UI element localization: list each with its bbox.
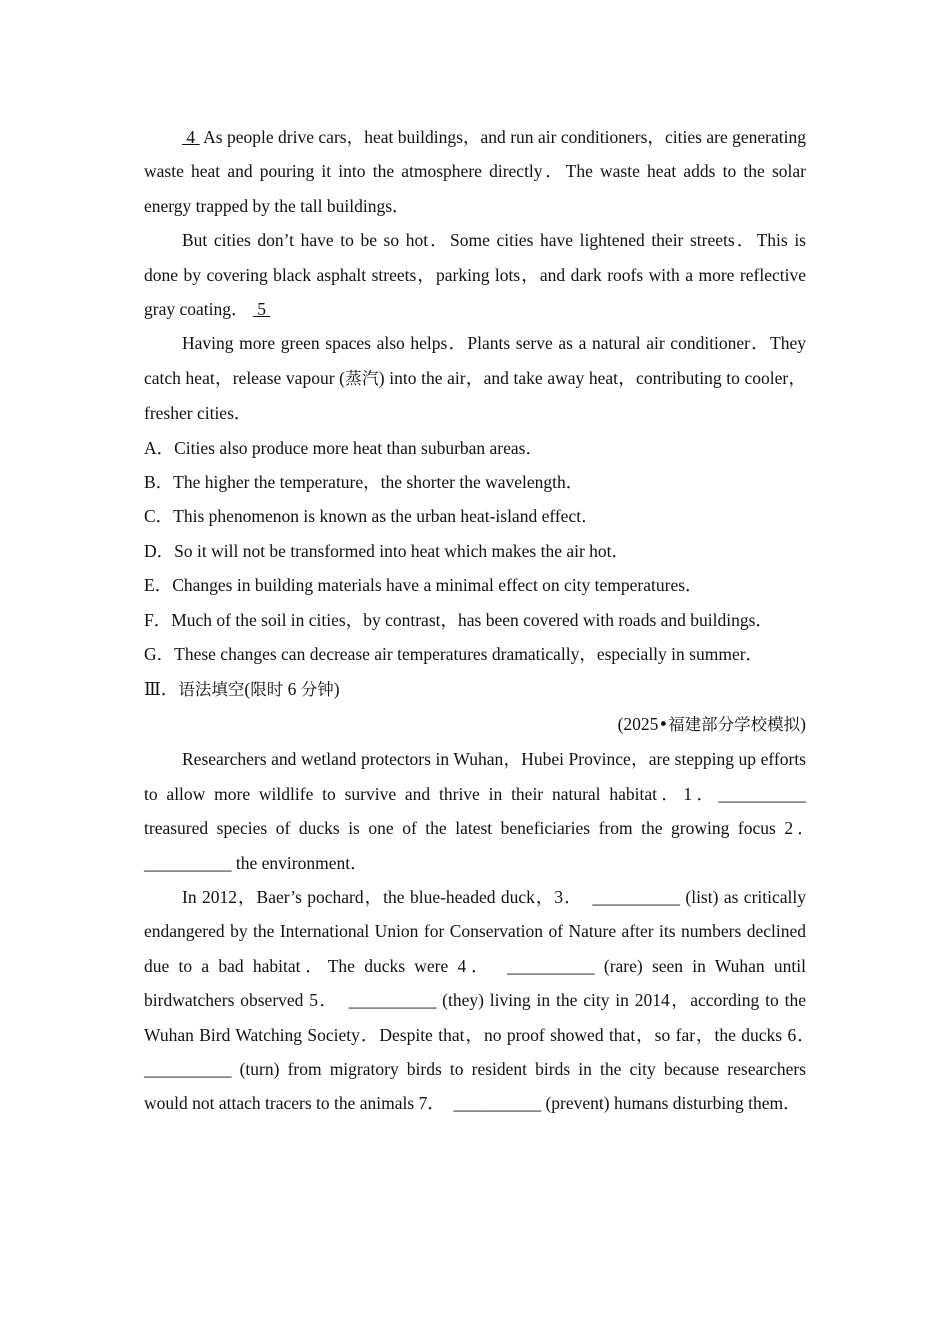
answer-blank-4[interactable]: 4: [182, 127, 200, 147]
option-e[interactable]: E．Changes in building materials have a minimal effect on city temperatures．: [144, 575, 703, 596]
grammar-paragraph-1: Researchers and wetland protectors in Wuhan，Hubei Province，are stepping up efforts to allow more wildlife to survive and thrive in their natural habitat．1．__________ treasured species of ducks is one of the latest beneficiaries from the growing focus 2． __________ the environment．: [144, 749, 824, 873]
passage-paragraph-1: [144, 120, 806, 223]
option-b[interactable]: B．The higher the temperature，the shorter the wavelength．: [144, 472, 584, 493]
section-heading: [144, 672, 806, 707]
passage-paragraph-2: [144, 223, 806, 326]
option-c[interactable]: C．This phenomenon is known as the urban heat-island effect．: [144, 506, 599, 527]
time-close: ): [333, 678, 340, 699]
passage-paragraph-3: [144, 326, 806, 430]
source-note: [144, 707, 806, 742]
time-limit-unit: 分钟: [300, 679, 334, 699]
section-roman-numeral: Ⅲ．: [144, 678, 179, 699]
option-f[interactable]: F．Much of the soil in cities，by contrast，has been covered with roads and buildings．: [144, 609, 773, 630]
source-close: ): [800, 713, 806, 734]
grammar-paragraph-2: In 2012，Baer’s pochard，the blue-headed duck，3． __________ (list) as critically endangered by the International Union for Conservation of Nature after its numbers declined due to a bad habitat．The ducks were 4． __________ (rare) seen in Wuhan until birdwatchers observed 5． __________ (they) living in the city in 2014，according to the Wuhan Bird Watching Society．Despite that，no proof showed that，so far，the ducks 6． __________ (turn) from migratory birds to resident birds in the city because researchers would not attach tracers to the animals 7． __________ (prevent) humans disturbing them．: [144, 886, 824, 1114]
passage-paragraph-3-text-before: Having more green spaces also helps．Plants serve as a natural air conditioner．They catch heat，release vapour (: [144, 333, 806, 388]
section-title: 语法填空: [178, 679, 245, 699]
option-g[interactable]: G．These changes can decrease air temperatures dramatically，especially in summer．: [144, 644, 764, 665]
time-limit-number: 6: [283, 678, 301, 699]
document-page: [144, 120, 824, 1121]
source-year: (2025: [617, 713, 659, 734]
option-a[interactable]: A．Cities also produce more heat than suburban areas．: [144, 437, 543, 458]
passage-paragraph-3-text-after: ) into the air，and take away heat，contributing to cooler，fresher cities．: [144, 367, 806, 424]
vapour-gloss: 蒸汽: [345, 368, 379, 388]
time-limit-label: 限时: [250, 679, 284, 699]
passage-paragraph-1-text: As people drive cars，heat buildings，and run air conditioners，cities are generating waste heat and pouring it into the atmosphere directly．The waste heat adds to the solar energy trapped by the tall buildings．: [144, 127, 806, 216]
passage-paragraph-2-text: But cities don’t have to be so hot．Some cities have lightened their streets．This is done by covering black asphalt streets，parking lots，and dark roofs with a more reflective gray coating．: [144, 230, 806, 320]
source-name: •福建部分学校模拟: [658, 714, 801, 734]
answer-blank-5[interactable]: 5: [252, 299, 271, 320]
time-open: (: [244, 678, 251, 699]
option-d[interactable]: D．So it will not be transformed into heat which makes the air hot．: [144, 540, 630, 561]
